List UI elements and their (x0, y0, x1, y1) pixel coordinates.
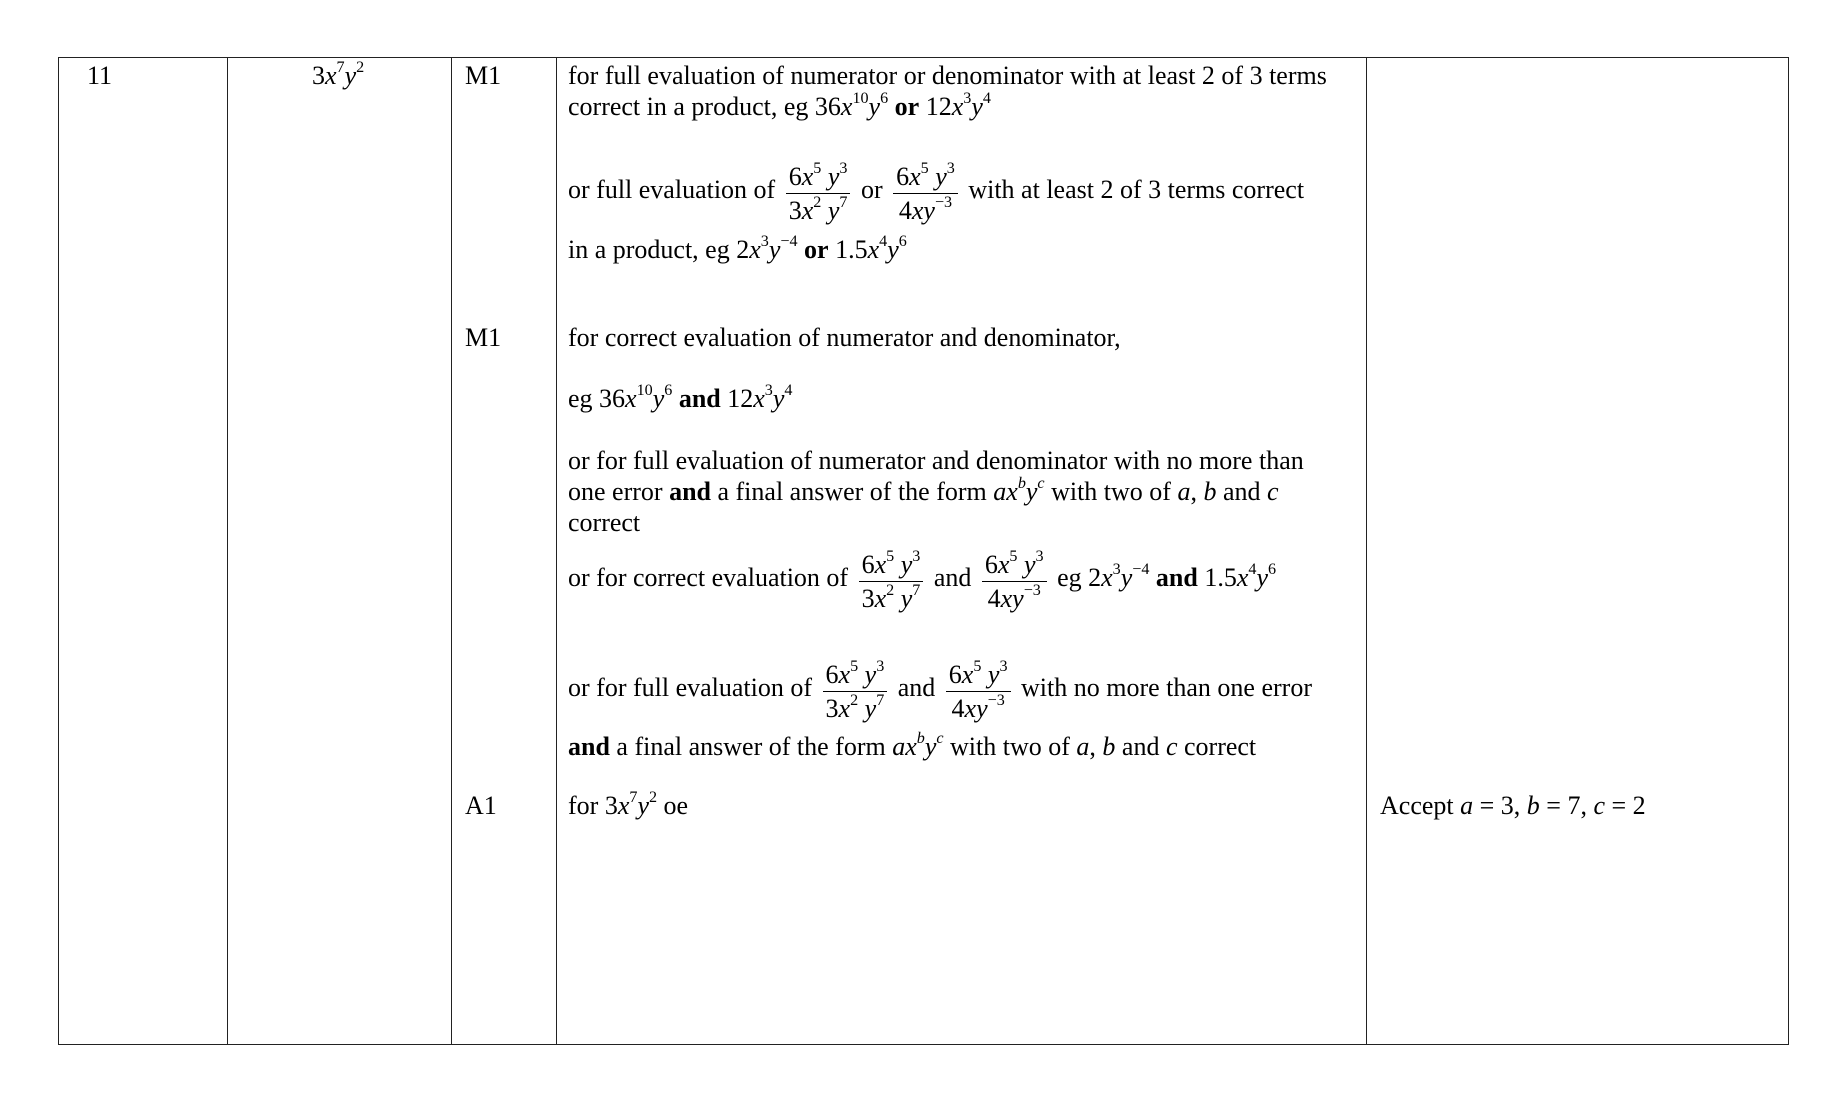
fraction: $\frac{6x^5 y^3}{4xy^{-3}}$ (982, 552, 1047, 612)
fraction: $\frac{6x^5 y^3}{3x^2 y^7}$ (823, 662, 888, 722)
additional-guidance: Accept a = 3, b = 7, c = 2 (1380, 791, 1646, 820)
m1b-criterion-line: one error and a final answer of the form $ax^by^c$ with two of a, b and c (568, 474, 1279, 506)
m1b-criterion-fraction-line: or for full evaluation of $\frac{6x^5 y^3}{3x^2 y^7}$ and $\frac{6x^5 y^3}{4xy^{-3}}$ with no more than one error (568, 657, 1312, 724)
m1b-criterion-fraction-line: or for correct evaluation of $\frac{6x^5 y^3}{3x^2 y^7}$ and $\frac{6x^5 y^3}{4xy^{-3}}$ eg $2x^3y^{-4}$ and $1.5x^4y^6$ (568, 547, 1277, 614)
m1b-criterion-line: correct (568, 508, 641, 537)
column-divider (556, 57, 557, 1045)
fraction: $\frac{6x^5 y^3}{3x^2 y^7}$ (859, 552, 924, 612)
m1b-criterion-line: for correct evaluation of numerator and denominator, (568, 323, 1121, 352)
m1-criterion-fraction-line: or full evaluation of $\frac{6x^5 y^3}{3x^2 y^7}$ or $\frac{6x^5 y^3}{4xy^{-3}}$ with at least 2 of 3 terms correct (568, 159, 1305, 226)
mark-a1: A1 (465, 791, 497, 820)
a1-criterion-line: for $3x^7y^2$ oe (568, 788, 689, 820)
m1b-criterion-line: eg $36x^{10}y^6$ and $12x^3y^4$ (568, 381, 793, 413)
answer-expression: $3x^7y^2$ (312, 58, 365, 90)
mark-m1-second: M1 (465, 323, 502, 352)
fraction: $\frac{6x^5 y^3}{3x^2 y^7}$ (786, 164, 851, 224)
fraction: $\frac{6x^5 y^3}{4xy^{-3}}$ (946, 662, 1011, 722)
m1b-criterion-line: or for full evaluation of numerator and denominator with no more than (568, 446, 1304, 475)
column-divider (451, 57, 452, 1045)
mark-m1-first: M1 (465, 61, 502, 90)
m1-criterion-line: for full evaluation of numerator or denominator with at least 2 of 3 terms (568, 61, 1327, 90)
m1-criterion-line: in a product, eg $2x^3y^{-4}$ or $1.5x^4y^6$ (568, 232, 907, 264)
question-number: 11 (87, 61, 113, 90)
m1b-criterion-line: and a final answer of the form $ax^by^c$ with two of a, b and c correct (568, 729, 1257, 761)
column-divider (1366, 57, 1367, 1045)
m1-criterion-line: correct in a product, eg $36x^{10}y^6$ or $12x^3y^4$ (568, 89, 991, 121)
fraction: $\frac{6x^5 y^3}{4xy^{-3}}$ (893, 164, 958, 224)
column-divider (227, 57, 228, 1045)
